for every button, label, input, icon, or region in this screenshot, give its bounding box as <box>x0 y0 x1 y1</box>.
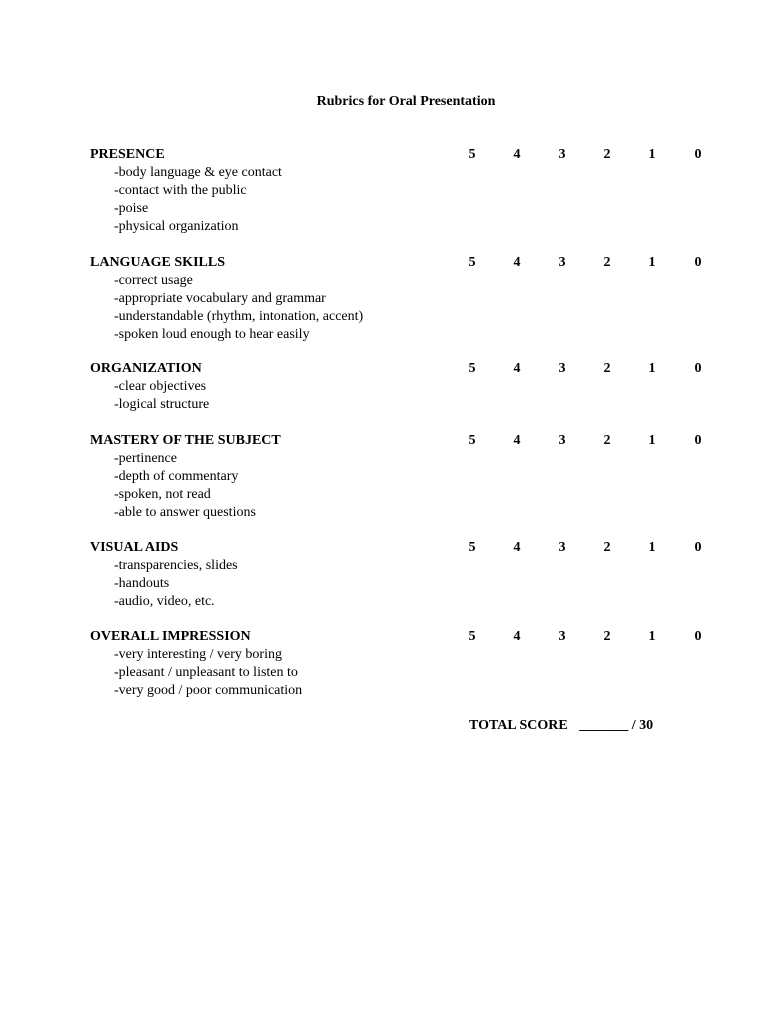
score-option[interactable]: 1 <box>648 540 656 555</box>
score-option[interactable]: 5 <box>468 255 476 270</box>
score-option[interactable]: 2 <box>603 629 611 644</box>
score-option[interactable]: 0 <box>694 147 702 162</box>
score-option[interactable]: 5 <box>468 629 476 644</box>
criteria-list <box>114 272 730 344</box>
total-score-blank[interactable]: _______ <box>579 718 629 733</box>
section-heading: ORGANIZATION <box>90 361 202 376</box>
score-option[interactable]: 2 <box>603 361 611 376</box>
criterion-item: -spoken loud enough to hear easily <box>114 327 310 342</box>
criteria-list <box>114 646 730 700</box>
score-option[interactable]: 3 <box>558 361 566 376</box>
score-option[interactable]: 2 <box>603 433 611 448</box>
score-option[interactable]: 4 <box>513 361 521 376</box>
criterion-item: -depth of commentary <box>114 469 239 484</box>
section-heading: MASTERY OF THE SUBJECT <box>90 433 281 448</box>
section-heading: VISUAL AIDS <box>90 540 179 555</box>
rubric-section <box>90 628 730 700</box>
criterion-item: -contact with the public <box>114 183 247 198</box>
total-score-label: TOTAL SCORE <box>469 718 568 733</box>
criterion-item: -transparencies, slides <box>114 558 238 573</box>
score-option[interactable]: 1 <box>648 361 656 376</box>
criterion-item: -logical structure <box>114 397 210 412</box>
total-score-max: / 30 <box>631 718 654 733</box>
rubric-section <box>90 360 730 414</box>
total-score <box>469 717 653 735</box>
criterion-item: -poise <box>114 201 149 216</box>
criterion-item: -audio, video, etc. <box>114 594 215 609</box>
score-option[interactable]: 4 <box>513 147 521 162</box>
score-option[interactable]: 4 <box>513 629 521 644</box>
score-option[interactable]: 5 <box>468 361 476 376</box>
score-option[interactable]: 5 <box>468 433 476 448</box>
score-option[interactable]: 1 <box>648 255 656 270</box>
score-option[interactable]: 2 <box>603 147 611 162</box>
score-option[interactable]: 2 <box>603 255 611 270</box>
rubric-section <box>90 432 730 522</box>
criteria-list <box>114 557 730 611</box>
score-option[interactable]: 1 <box>648 147 656 162</box>
score-option[interactable]: 4 <box>513 255 521 270</box>
section-heading: PRESENCE <box>90 147 165 162</box>
score-option[interactable]: 3 <box>558 147 566 162</box>
section-heading: LANGUAGE SKILLS <box>90 255 225 270</box>
score-option[interactable]: 5 <box>468 147 476 162</box>
criterion-item: -very good / poor communication <box>114 683 303 698</box>
score-option[interactable]: 4 <box>513 540 521 555</box>
score-option[interactable]: 4 <box>513 433 521 448</box>
score-option[interactable]: 0 <box>694 361 702 376</box>
score-option[interactable]: 0 <box>694 433 702 448</box>
criterion-item: -body language & eye contact <box>114 165 282 180</box>
score-option[interactable]: 3 <box>558 540 566 555</box>
score-option[interactable]: 0 <box>694 255 702 270</box>
rubric-section <box>90 146 730 236</box>
criteria-list <box>114 450 730 522</box>
score-option[interactable]: 0 <box>694 540 702 555</box>
score-option[interactable]: 1 <box>648 433 656 448</box>
criterion-item: -appropriate vocabulary and grammar <box>114 291 326 306</box>
criterion-item: -correct usage <box>114 273 193 288</box>
page-title: Rubrics for Oral Presentation <box>316 94 496 109</box>
criteria-list <box>114 164 730 236</box>
criterion-item: -understandable (rhythm, intonation, accent) <box>114 309 364 324</box>
section-heading: OVERALL IMPRESSION <box>90 629 251 644</box>
rubric-section <box>90 539 730 611</box>
criterion-item: -pertinence <box>114 451 177 466</box>
criterion-item: -very interesting / very boring <box>114 647 282 662</box>
score-option[interactable]: 2 <box>603 540 611 555</box>
criterion-item: -physical organization <box>114 219 239 234</box>
score-option[interactable]: 5 <box>468 540 476 555</box>
criteria-list <box>114 378 730 414</box>
score-option[interactable]: 3 <box>558 629 566 644</box>
score-option[interactable]: 0 <box>694 629 702 644</box>
criterion-item: -handouts <box>114 576 170 591</box>
criterion-item: -spoken, not read <box>114 487 211 502</box>
score-option[interactable]: 3 <box>558 433 566 448</box>
score-option[interactable]: 3 <box>558 255 566 270</box>
criterion-item: -pleasant / unpleasant to listen to <box>114 665 298 680</box>
criterion-item: -able to answer questions <box>114 505 256 520</box>
criterion-item: -clear objectives <box>114 379 207 394</box>
score-option[interactable]: 1 <box>648 629 656 644</box>
rubric-section <box>90 254 730 344</box>
